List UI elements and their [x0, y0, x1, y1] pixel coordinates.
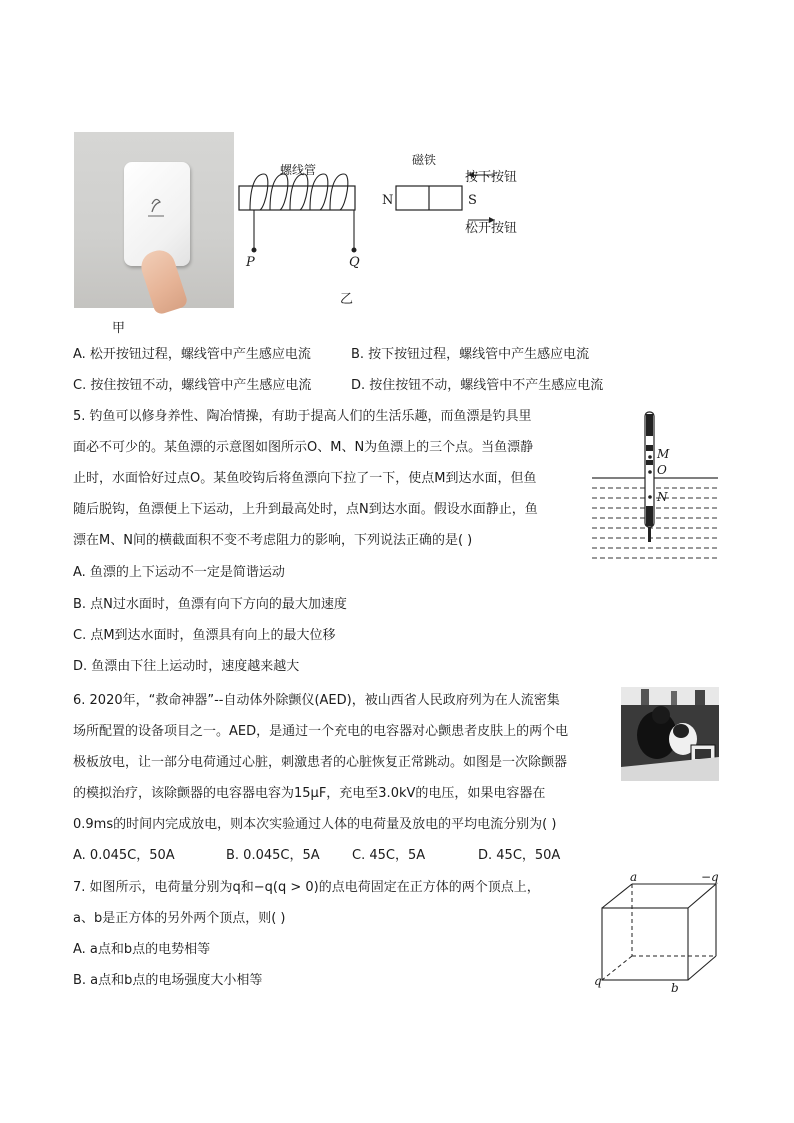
q5-option-d: D. 鱼漂由下往上运动时，速度越来越大 [73, 659, 300, 674]
cube-vertex-neg-q: −q [701, 870, 719, 884]
cube-vertex-q: q [594, 974, 602, 988]
aed-photo [621, 687, 719, 781]
label-jia: 甲 [112, 321, 126, 336]
point-p: P [246, 255, 255, 270]
q5-line-2: 面必不可少的。某鱼漂的示意图如图所示O、M、N为鱼漂上的三个点。当鱼漂静 [73, 440, 534, 455]
cube-vertex-b: b [671, 981, 679, 995]
q5-option-a: A. 鱼漂的上下运动不一定是简谐运动 [73, 565, 285, 580]
float-point-m: M [657, 447, 670, 461]
q6-line-4: 的模拟治疗，该除颤器的电容器电容为15μF，充电至3.0kV的电压，如果电容器在 [73, 786, 546, 801]
q6-line-5: 0.9ms的时间内完成放电，则本次实验通过人体的电荷量及放电的平均电流分别为( ) [73, 817, 557, 832]
q6-line-3: 极板放电，让一部分电荷通过心脏，刺激患者的心脏恢复正常跳动。如图是一次除颤器 [73, 755, 568, 770]
q5-line-1: 5. 钓鱼可以修身养性、陶冶情操，有助于提高人们的生活乐趣，而鱼漂是钓具里 [73, 409, 532, 424]
q7-line-1: 7. 如图所示，电荷量分别为q和−q(q > 0)的点电荷固定在正方体的两个顶点上， [73, 880, 540, 895]
release-label: 松开按钮 [465, 221, 518, 236]
label-yi: 乙 [340, 292, 354, 307]
q4-option-d: D. 按住按钮不动，螺线管中不产生感应电流 [351, 378, 604, 393]
q6-option-a: A. 0.045C，50A [73, 848, 175, 863]
point-q: Q [349, 255, 360, 270]
float-point-o: O [657, 463, 667, 477]
doorbell-photo [74, 132, 234, 308]
pole-s: S [468, 193, 477, 208]
q7-option-a: A. a点和b点的电势相等 [73, 942, 211, 957]
fishing-float-figure [590, 410, 722, 562]
q5-line-4: 随后脱钩，鱼漂便上下运动，上升到最高处时，点N到达水面。假设水面静止，鱼 [73, 502, 538, 517]
q7-line-2: a、b是正方体的另外两个顶点，则( ) [73, 911, 286, 926]
q5-option-c: C. 点M到达水面时，鱼漂具有向上的最大位移 [73, 628, 336, 643]
q4-option-c: C. 按住按钮不动，螺线管中产生感应电流 [73, 378, 312, 393]
q6-option-b: B. 0.045C，5A [226, 848, 320, 863]
q4-option-b: B. 按下按钮过程，螺线管中产生感应电流 [351, 347, 590, 362]
q7-option-b: B. a点和b点的电场强度大小相等 [73, 973, 263, 988]
q6-line-1: 6. 2020年，“救命神器”--自动体外除颤仪(AED)，被山西省人民政府列为在人流密集 [73, 693, 560, 708]
q4-option-a: A. 松开按钮过程，螺线管中产生感应电流 [73, 347, 311, 362]
q5-line-5: 漂在M、N间的横截面积不变不考虑阻力的影响，下列说法正确的是( ) [73, 533, 473, 548]
cube-vertex-a: a [630, 870, 638, 884]
float-point-n: N [657, 490, 668, 504]
solenoid-label: 螺线管 [280, 163, 317, 177]
q5-line-3: 止时，水面恰好过点O。某鱼咬钩后将鱼漂向下拉了一下，使点M到达水面，但鱼 [73, 471, 537, 486]
press-label: 按下按钮 [465, 170, 518, 185]
pole-n: N [382, 193, 394, 208]
q5-option-b: B. 点N过水面时，鱼漂有向下方向的最大加速度 [73, 597, 347, 612]
q6-option-c: C. 45C，5A [352, 848, 426, 863]
q6-line-2: 场所配置的设备项目之一。AED，是通过一个充电的电容器对心颤患者皮肤上的两个电 [73, 724, 569, 739]
magnet-label: 磁铁 [412, 153, 437, 167]
cube-figure [588, 870, 728, 995]
q6-option-d: D. 45C，50A [478, 848, 561, 863]
